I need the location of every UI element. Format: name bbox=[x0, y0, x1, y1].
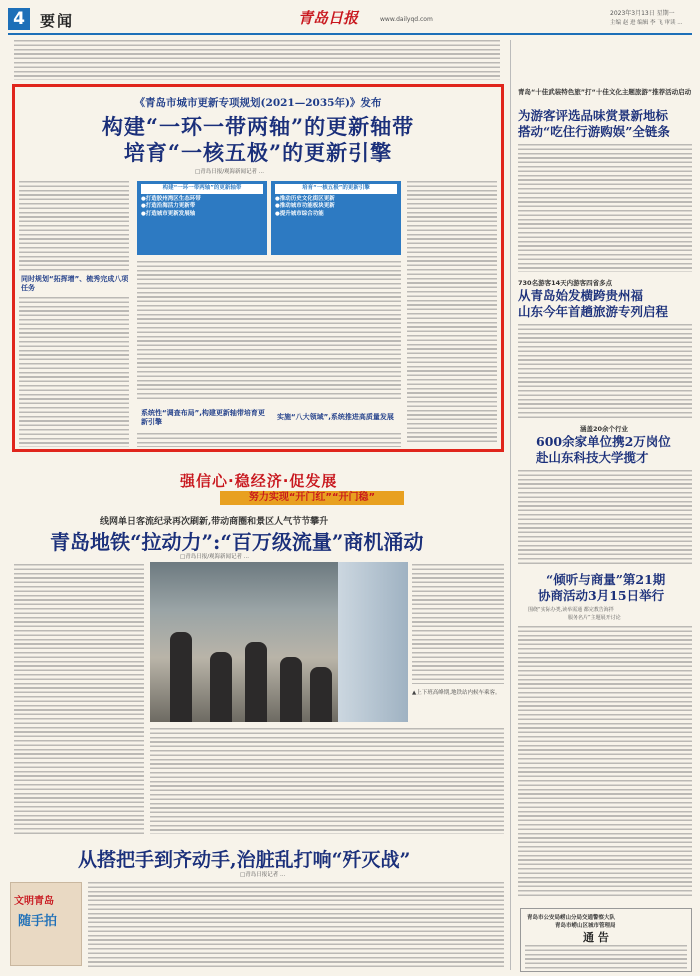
passenger-shape bbox=[170, 632, 192, 722]
text-block bbox=[137, 261, 401, 401]
info-box-item: ●打造沿海活力更新带 bbox=[141, 203, 196, 209]
notice-box[interactable] bbox=[520, 908, 692, 972]
right-title-3b[interactable]: 赴山东科技大学揽才 bbox=[536, 450, 649, 465]
right-sub-4b: 服务名片”主题展开讨论 bbox=[568, 615, 621, 621]
text-block bbox=[518, 626, 692, 896]
notice-org-2: 青岛市崂山区城市管理局 bbox=[555, 923, 616, 929]
right-title-4b[interactable]: 协商活动3月15日举行 bbox=[538, 588, 665, 603]
text-block bbox=[19, 297, 129, 447]
info-box-item: ●打造城市更新发展轴 bbox=[141, 210, 196, 217]
text-block bbox=[19, 181, 129, 271]
text-block bbox=[518, 470, 692, 566]
right-title-2a[interactable]: 从青岛始发横跨贵州福 bbox=[518, 288, 644, 303]
passenger-shape bbox=[210, 652, 232, 722]
lead-article[interactable] bbox=[12, 84, 504, 452]
notice-org-1: 青岛市公安局崂山分局交通警察大队 bbox=[527, 915, 616, 921]
lead-subhead-left: 同时规划“拓挥增”、梳秀完成八项任务 bbox=[21, 275, 129, 292]
slogan-sub: 努力实现“开门红”“开门稳” bbox=[220, 491, 404, 505]
passenger-shape bbox=[245, 642, 267, 722]
text-block bbox=[14, 40, 500, 80]
info-box-item: ●推动城市功能板块更新 bbox=[275, 203, 335, 209]
info-box-right bbox=[271, 181, 401, 255]
notice-title: 通 告 bbox=[583, 931, 609, 944]
right-title-4a[interactable]: “倾听与商量”第21期 bbox=[546, 572, 666, 587]
text-block bbox=[525, 945, 687, 969]
right-kicker-3: 涵盖20余个行业 bbox=[580, 425, 629, 433]
text-block bbox=[518, 144, 692, 272]
right-sub-4a: 围绕“实际办类,读举需通 都完教告海拌 bbox=[528, 607, 614, 613]
info-box-item: ●提升城市综合功能 bbox=[275, 210, 324, 217]
passenger-shape bbox=[310, 667, 332, 722]
metro-title[interactable]: 青岛地铁“拉动力”:“百万级流量”商机涌动 bbox=[50, 530, 424, 554]
section-title: 要闻 bbox=[40, 12, 75, 30]
text-block bbox=[88, 882, 504, 970]
info-box-item: ●推动历史文化街区更新 bbox=[275, 195, 335, 202]
text-block bbox=[14, 564, 144, 834]
metro-byline: □青岛日报/观海新闻记者 ... bbox=[180, 554, 250, 560]
info-box-left bbox=[137, 181, 267, 255]
text-block bbox=[412, 564, 504, 684]
right-title-2b[interactable]: 山东今年首趟旅游专列启程 bbox=[518, 304, 669, 319]
metro-kicker: 线网单日客流纪录再次刷新,带动商圈和景区人气节节攀升 bbox=[100, 517, 329, 527]
lead-title-line2: 培育“一核五极”的更新引擎 bbox=[123, 140, 393, 165]
bottom-byline: □青岛日报记者 ... bbox=[240, 872, 286, 878]
lead-byline: □青岛日报/观海新闻记者 ... bbox=[195, 169, 265, 175]
lead-title-line1: 构建“一环一带两轴”的更新轴带 bbox=[101, 114, 415, 139]
lead-kicker: 《青岛市城市更新专项规划(2021—2035年)》发布 bbox=[134, 97, 382, 109]
info-box-left-head: 构建“一环一带两轴”的更新轴带 bbox=[141, 184, 263, 194]
train-shape bbox=[338, 562, 408, 722]
passenger-shape bbox=[280, 657, 302, 722]
page-number: 4 bbox=[8, 8, 30, 30]
right-kicker-1: 青岛“十佳武装特色旅”打“十佳文化主题旅游”推荐活动启动 bbox=[518, 88, 692, 96]
info-box-right-head: 培育“一核五极”的更新引擎 bbox=[275, 184, 397, 194]
lead-subhead-mid1: 系统性“调查布局”,构建更新轴带培育更新引擎 bbox=[141, 409, 265, 426]
bottom-title[interactable]: 从搭把手到齐动手,治脏乱打响“歼灭战” bbox=[78, 849, 411, 871]
header-rule bbox=[8, 33, 692, 35]
text-block bbox=[137, 433, 401, 447]
column-brand: 文明青岛 bbox=[14, 896, 54, 907]
column-divider bbox=[510, 40, 511, 970]
lead-subhead-mid2: 实施“八大领域”,系统推进高质量发展 bbox=[277, 413, 394, 421]
right-title-1a[interactable]: 为游客评选品味赏景新地标 bbox=[518, 108, 669, 123]
info-box-item: ●打造胶州湾区生态环带 bbox=[141, 195, 201, 202]
text-block bbox=[518, 324, 692, 420]
right-title-3a[interactable]: 600余家单位携2万岗位 bbox=[536, 434, 671, 449]
column-name: 随手拍 bbox=[18, 914, 58, 929]
text-block bbox=[407, 181, 497, 443]
site-url: www.dailyqd.com bbox=[380, 16, 433, 23]
metro-photo[interactable] bbox=[150, 562, 408, 722]
text-block bbox=[150, 728, 504, 834]
newspaper-logo: 青岛日报 bbox=[298, 9, 359, 27]
staff-line: 主编 赵 进 编辑 李 飞 审读 ... bbox=[610, 20, 683, 26]
photo-caption: ▲上下班高峰期,地铁站内候车乘客。 bbox=[412, 690, 501, 696]
issue-date: 2023年3月13日 星期一 bbox=[610, 10, 675, 17]
slogan-main: 强信心·稳经济·促发展 bbox=[180, 472, 338, 490]
right-title-1b[interactable]: 搭动“吃住行游购娱”全链条 bbox=[518, 124, 670, 139]
right-kicker-2: 730名游客14天内游客四省多点 bbox=[518, 279, 613, 287]
